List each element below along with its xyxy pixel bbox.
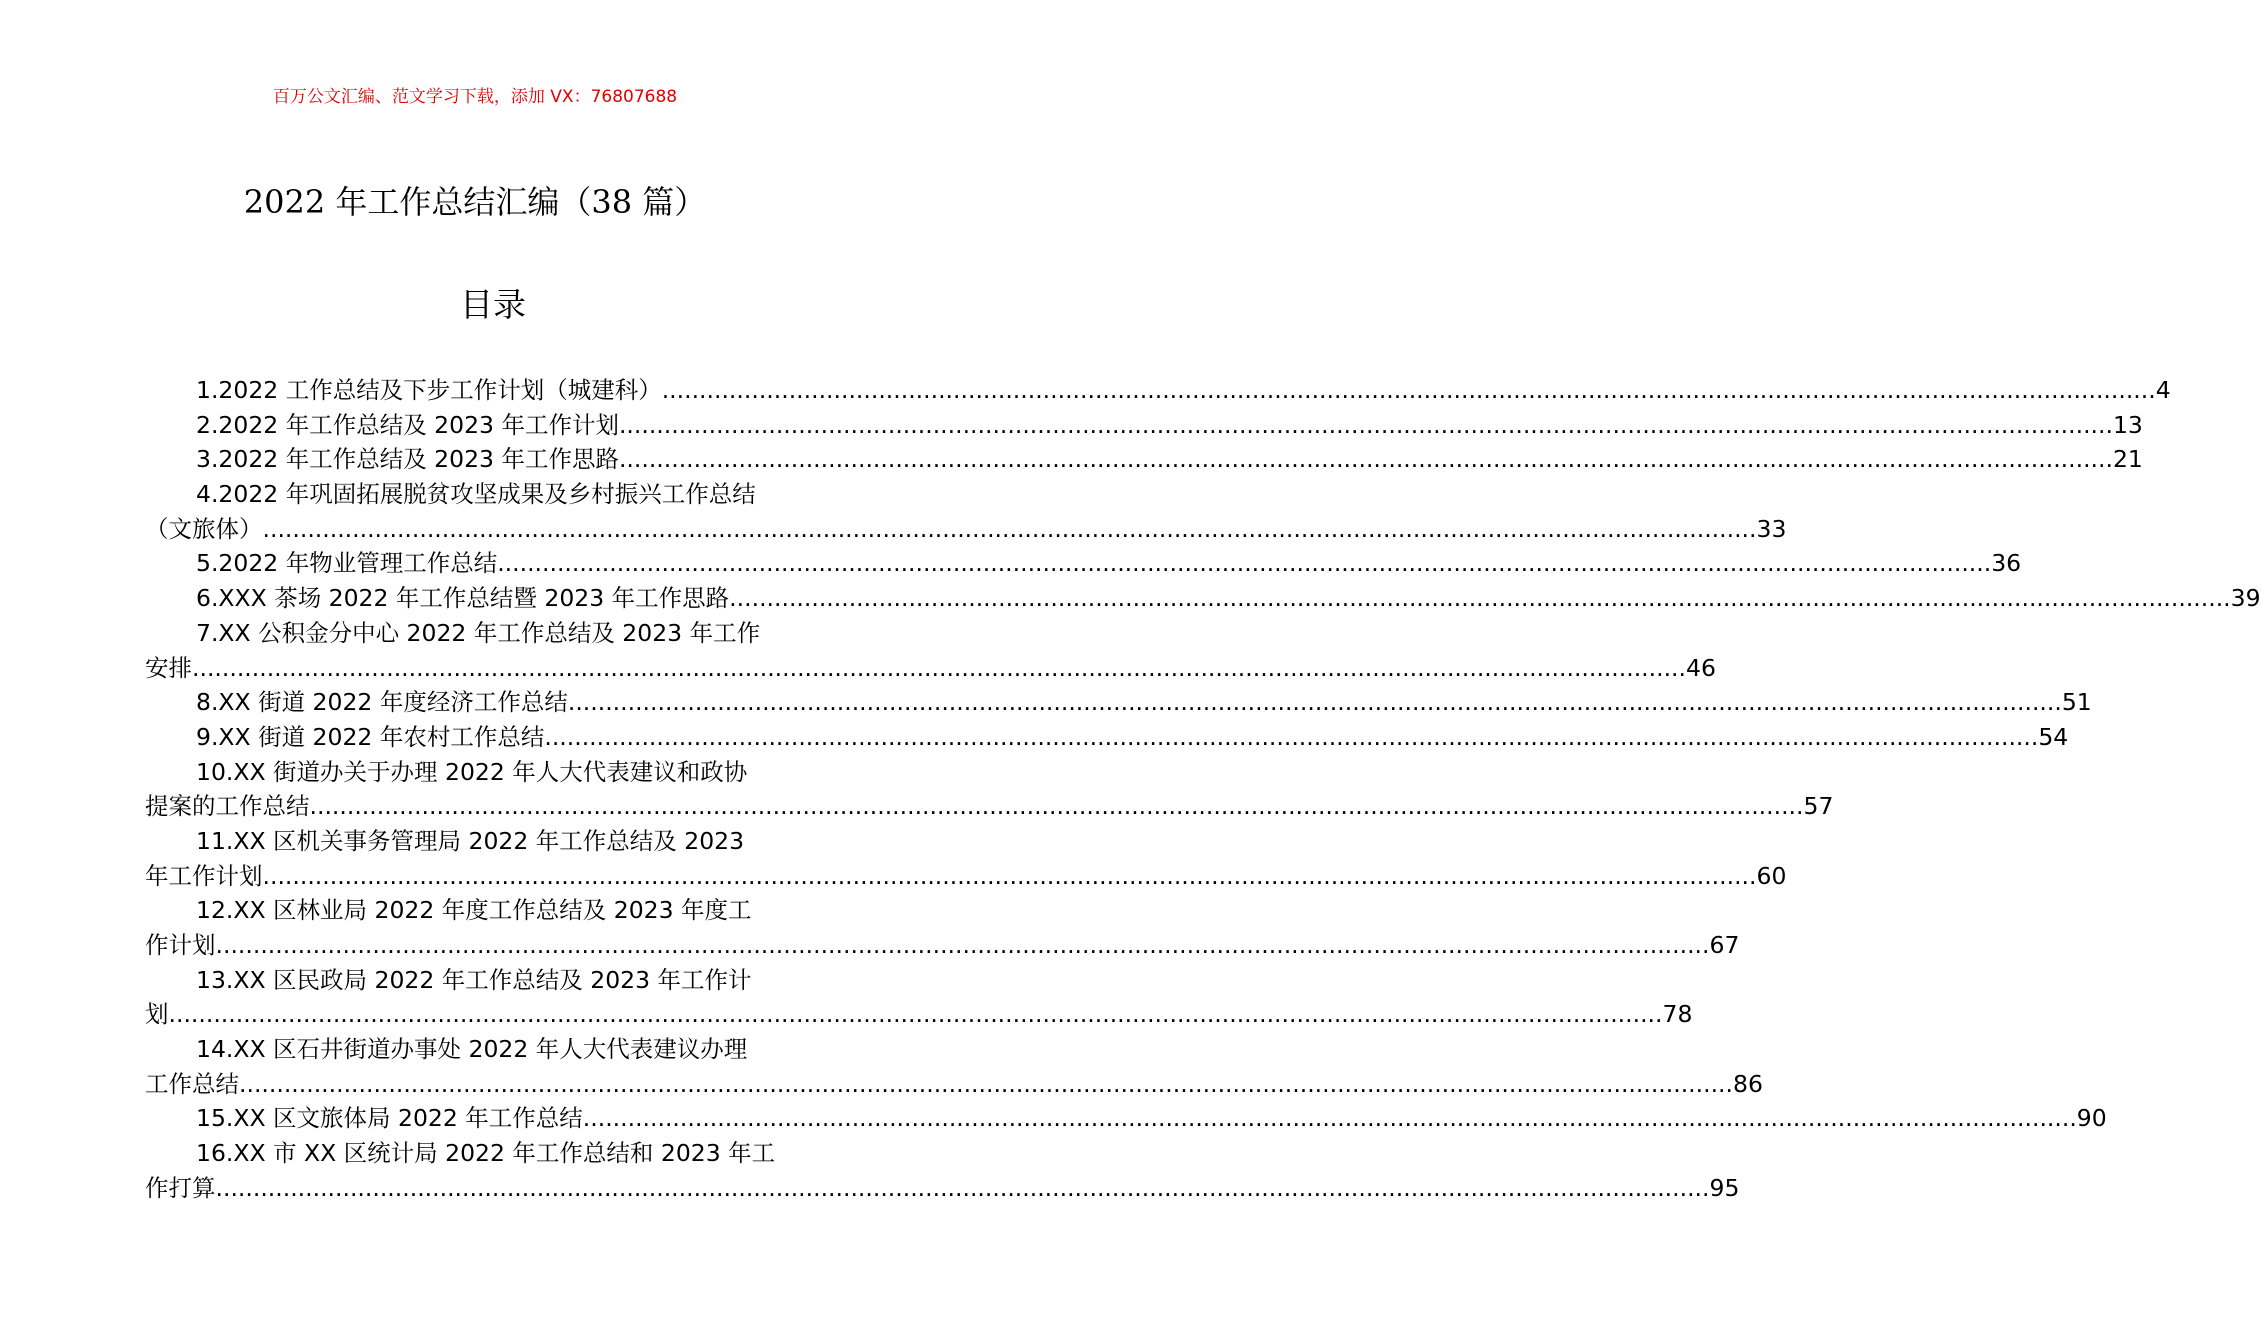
toc-entry-line [145,546,2022,581]
toc-entry-line [145,373,2171,408]
toc-page-number: 36 [1991,549,2022,578]
toc-entry-title: 5.2022 年物业管理工作总结 [196,549,498,578]
toc-entry-line [145,755,807,790]
toc-page-number: 86 [1733,1069,1763,1098]
toc-entry-title: 作打算 [145,1173,216,1202]
toc-leader-dots: ........................................................................................................................................................................................................ [544,722,2039,751]
toc-entry-line [145,997,1693,1032]
toc-entry-line [145,685,2092,720]
toc-leader-dots: ........................................................................................................................................................................................................ [582,1104,2077,1133]
toc-entry-title: 9.XX 街道 2022 年农村工作总结 [196,722,545,751]
toc-entry-title: 13.XX 区民政局 2022 年工作总结及 2023 年工作计 [196,965,752,994]
table-of-contents [145,373,2261,1206]
toc-leader-dots: ........................................................................................................................................................................................................ [736,584,2231,613]
toc-entry-line [145,1032,807,1067]
toc-entry-line [145,1101,2107,1136]
toc-entry[interactable] [145,685,2092,720]
toc-entry-line [145,824,807,859]
toc-entry[interactable] [145,720,2069,755]
toc-entry-title: 3.2022 年工作总结及 2023 年工作思路 [196,445,619,474]
toc-leader-dots: ........................................................................................................................................................................................................ [215,1173,1710,1202]
toc-entry-title: 年工作计划 [145,861,263,890]
toc-page-number: 60 [1756,861,1787,890]
toc-entry-line [145,928,1740,963]
toc-leader-dots: ........................................................................................................................................................................................................ [618,445,2113,474]
toc-entry-title: 工作总结 [145,1069,239,1098]
toc-leader-dots: ........................................................................................................................................................................................................ [661,376,2156,404]
toc-leader-dots: ........................................................................................................................................................................................................ [168,1000,1663,1029]
toc-entry-title: 7.XX 公积金分中心 2022 年工作总结及 2023 年工作 [196,618,761,647]
toc-page-number: 13 [2112,410,2143,439]
toc-entry[interactable] [145,373,2171,408]
toc-entry-line [145,512,1787,547]
toc-entry-line [145,859,1787,894]
download-banner: 百万公文汇编、范文学习下载，添加 VX：76807688 [272,87,678,107]
toc-entry[interactable] [145,477,1787,546]
toc-entry-line [145,442,2143,477]
toc-entry-title: 2.2022 年工作总结及 2023 年工作计划 [196,410,619,439]
toc-entry-line [145,581,2261,616]
toc-page-number: 95 [1709,1173,1740,1202]
toc-entry-line [145,616,807,651]
toc-entry[interactable] [145,893,1740,962]
toc-entry-line [145,1171,1740,1206]
toc-entry[interactable] [145,963,1693,1032]
toc-page-number: 51 [2061,688,2092,717]
toc-entry[interactable] [145,1032,1763,1101]
toc-page-number: 4 [2155,376,2171,404]
toc-page-number: 57 [1803,792,1834,821]
toc-leader-dots: ........................................................................................................................................................................................................ [309,792,1804,821]
toc-entry[interactable] [145,1136,1740,1205]
toc-entry-title: 8.XX 街道 2022 年度经济工作总结 [196,688,568,717]
toc-entry-title: 14.XX 区石井街道办事处 2022 年人大代表建议办理 [196,1035,748,1064]
toc-entry-line [145,651,1716,686]
toc-page-number: 21 [2112,445,2143,474]
toc-entry[interactable] [145,755,1834,824]
toc-entry-line [145,720,2069,755]
toc-entry-title: （文旅体） [145,514,263,543]
toc-page-number: 67 [1709,931,1740,959]
toc-page-number: 54 [2038,722,2069,751]
toc-entry-line [145,963,807,998]
toc-entry-title: 提案的工作总结 [145,792,310,821]
toc-entry-title: 11.XX 区机关事务管理局 2022 年工作总结及 2023 [196,826,745,855]
toc-entry[interactable] [145,442,2143,477]
toc-entry-line [145,477,807,512]
toc-leader-dots: ........................................................................................................................................................................................................ [262,514,1757,543]
toc-entry-title: 1.2022 工作总结及下步工作计划（城建科） [196,376,662,404]
toc-entry-line [145,1067,1763,1102]
toc-entry-line [145,789,1834,824]
toc-leader-dots: ........................................................................................................................................................................................................ [215,931,1710,959]
toc-leader-dots: ........................................................................................................................................................................................................ [192,653,1686,682]
toc-entry-title: 10.XX 街道办关于办理 2022 年人大代表建议和政协 [196,757,748,786]
toc-page-number: 78 [1662,1000,1693,1029]
toc-entry-title: 12.XX 区林业局 2022 年度工作总结及 2023 年度工 [196,896,752,925]
toc-leader-dots: ........................................................................................................................................................................................................ [497,549,1992,578]
toc-entry-title: 安排 [145,653,192,682]
toc-heading: 目录 [460,285,526,324]
toc-entry-line [145,408,2143,443]
toc-entry-line [145,1136,807,1171]
toc-entry[interactable] [145,408,2143,443]
toc-page-number: 90 [2076,1104,2107,1133]
toc-leader-dots: ........................................................................................................................................................................................................ [618,410,2113,439]
toc-entry[interactable] [145,546,2022,581]
toc-entry[interactable] [145,824,1787,893]
toc-entry-title: 15.XX 区文旅体局 2022 年工作总结 [196,1104,583,1133]
toc-leader-dots: ........................................................................................................................................................................................................ [262,861,1757,890]
toc-page-number: 46 [1686,653,1716,682]
toc-entry-title: 作计划 [145,931,216,959]
toc-entry-title: 16.XX 市 XX 区统计局 2022 年工作总结和 2023 年工 [196,1139,776,1168]
toc-page-number: 33 [1756,514,1787,543]
toc-page-number: 39 [2230,584,2261,613]
toc-entry-title: 划 [145,1000,169,1029]
document-title: 2022 年工作总结汇编（38 篇） [243,183,707,221]
toc-leader-dots: ........................................................................................................................................................................................................ [567,688,2062,717]
toc-entry[interactable] [145,616,1716,685]
toc-entry-title: 6.XXX 茶场 2022 年工作总结暨 2023 年工作思路. [196,584,737,613]
toc-entry[interactable] [145,581,2261,616]
toc-entry[interactable] [145,1101,2107,1136]
toc-entry-line [145,893,807,928]
toc-entry-title: 4.2022 年巩固拓展脱贫攻坚成果及乡村振兴工作总结 [196,480,756,509]
toc-leader-dots: ........................................................................................................................................................................................................ [239,1069,1733,1098]
